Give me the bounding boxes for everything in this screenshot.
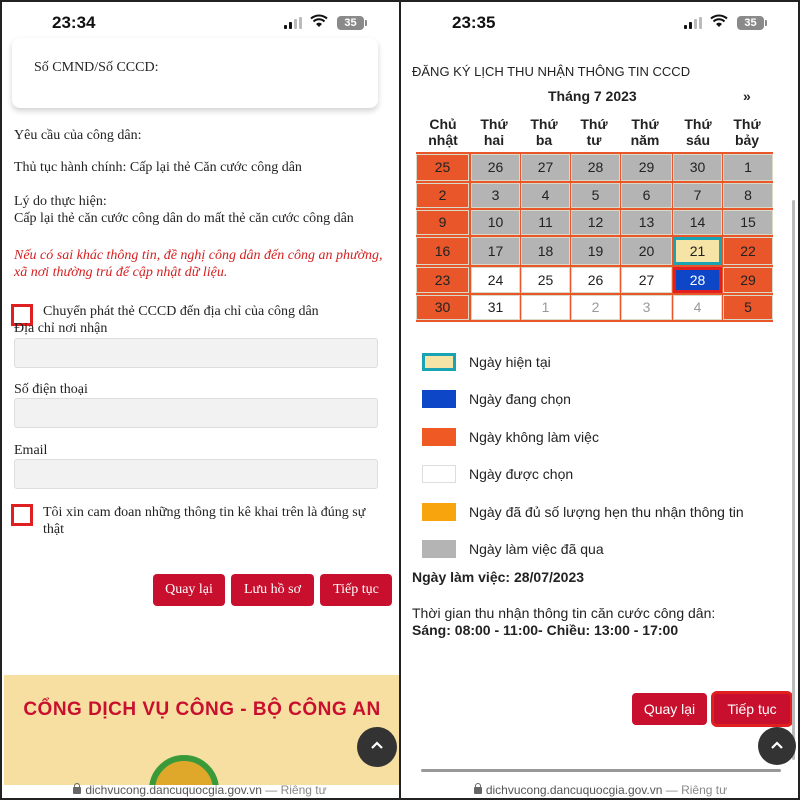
calendar-day-past: 15 (723, 210, 773, 235)
weekday-line: năm (630, 132, 660, 148)
weekday-label (625, 116, 665, 148)
calendar-grid (416, 152, 773, 322)
back-button[interactable]: Quay lại (153, 574, 225, 606)
calendar-day-off: 22 (723, 237, 773, 265)
calendar-day-past: 17 (471, 237, 520, 265)
police-emblem-logo (149, 755, 219, 785)
calendar-day-today[interactable]: 21 (673, 237, 722, 265)
private-label: — Riêng tư (665, 783, 728, 797)
weekday-line: Thứ (580, 116, 608, 132)
portal-footer (4, 675, 400, 785)
calendar-day-selected[interactable]: 28 (673, 267, 722, 293)
phone-label: Số điện thoại (14, 382, 88, 397)
calendar-day-off: 9 (416, 210, 469, 235)
status-time: 23:35 (452, 13, 496, 32)
calendar-day-off: 16 (416, 237, 469, 265)
weekday-line: Thứ (684, 116, 712, 132)
weekday-label (474, 116, 514, 148)
calendar-day-past: 5 (571, 183, 620, 208)
continue-button[interactable]: Tiếp tục (713, 693, 791, 725)
legend-label: Ngày đã đủ số lượng hẹn thu nhận thông tin (469, 504, 744, 520)
requests-label: Yêu cầu của công dân: (14, 128, 142, 143)
calendar-day-past: 14 (673, 210, 722, 235)
reason-label: Lý do thực hiện: (14, 194, 107, 209)
calendar-day-other: 3 (621, 295, 672, 320)
email-label: Email (14, 443, 48, 458)
reason-value: Cấp lại thẻ căn cước công dân do mất thẻ căn cước công dân (14, 211, 354, 226)
lock-icon (73, 787, 81, 794)
weekday-line: Thứ (733, 116, 761, 132)
weekday-label (423, 116, 463, 148)
calendar-day-past: 20 (621, 237, 672, 265)
calendar-day-past: 4 (521, 183, 570, 208)
calendar-day-past: 30 (673, 154, 722, 181)
browser-url-bar[interactable] (0, 783, 400, 800)
weekday-line: nhật (428, 132, 458, 148)
time-label: Thời gian thu nhận thông tin căn cước công dân: (412, 605, 716, 621)
calendar-day-off: 25 (416, 154, 469, 181)
url-text: dichvucong.dancuquocgia.gov.vn (485, 783, 663, 797)
calendar-day-off: 23 (416, 267, 469, 293)
wifi-icon (310, 14, 328, 28)
email-field[interactable] (14, 459, 378, 489)
weekday-label (727, 116, 767, 148)
commitment-line-2: thật (43, 522, 64, 537)
address-field[interactable] (14, 338, 378, 368)
right-phone-screen (401, 0, 800, 800)
wifi-icon (710, 14, 728, 28)
calendar-day-other: 2 (571, 295, 620, 320)
back-button[interactable]: Quay lại (632, 693, 707, 725)
weekday-label (678, 116, 718, 148)
warning-line-2: xã nơi thường trú để cập nhật dữ liệu. (14, 265, 228, 280)
warning-line-1: Nếu có sai khác thông tin, đề nghị công dân đến công an phường, (14, 248, 383, 263)
weekday-line: ba (535, 132, 553, 148)
cmnd-label: Số CMND/Số CCCD: (34, 60, 159, 75)
legend-swatch (422, 503, 456, 521)
legend-swatch (422, 428, 456, 446)
weekday-line: bảy (734, 132, 760, 148)
status-bar (401, 0, 800, 48)
legend-swatch (422, 465, 456, 483)
procedure-text: Thủ tục hành chính: Cấp lại thẻ Căn cước công dân (14, 160, 302, 175)
signal-icon (684, 17, 702, 29)
legend-label: Ngày được chọn (469, 466, 574, 482)
legend-swatch (422, 390, 456, 408)
commitment-label (43, 504, 365, 538)
chevron-up-icon (370, 740, 384, 750)
commitment-line-1: Tôi xin cam đoan những thông tin kê khai trên là đúng sự (43, 505, 366, 520)
calendar-day-past: 10 (471, 210, 520, 235)
scroll-to-top-button[interactable] (357, 727, 397, 767)
footer-title: CỔNG DỊCH VỤ CÔNG - BỘ CÔNG AN (23, 699, 381, 720)
calendar-day-past: 18 (521, 237, 570, 265)
vertical-scrollbar[interactable] (792, 200, 795, 760)
panel-divider (399, 0, 401, 800)
calendar-day-past: 6 (621, 183, 672, 208)
legend-label: Ngày đang chọn (469, 391, 571, 407)
schedule-title: ĐĂNG KÝ LỊCH THU NHẬN THÔNG TIN CCCD (412, 64, 691, 79)
calendar-day-off: 5 (723, 295, 773, 320)
battery-icon: 35 (337, 16, 364, 30)
legend-label: Ngày hiện tại (469, 354, 551, 370)
calendar-day-past: 29 (621, 154, 672, 181)
workday-label: Ngày làm việc: (412, 569, 511, 585)
calendar-day-open[interactable]: 24 (471, 267, 520, 293)
weekday-line: sáu (685, 132, 711, 148)
save-record-button[interactable]: Lưu hồ sơ (231, 574, 314, 606)
id-card-box (12, 38, 378, 108)
calendar-day-open[interactable]: 31 (471, 295, 520, 320)
time-value: Sáng: 08:00 - 11:00- Chiều: 13:00 - 17:00 (412, 622, 679, 638)
commitment-checkbox[interactable] (11, 504, 33, 526)
legend-label: Ngày làm việc đã qua (469, 541, 604, 557)
weekday-label (524, 116, 564, 148)
signal-icon (284, 17, 302, 29)
weekday-line: Thứ (631, 116, 659, 132)
browser-url-bar[interactable] (401, 783, 800, 800)
private-label: — Riêng tư (265, 783, 327, 797)
calendar-day-past: 7 (673, 183, 722, 208)
horizontal-scrollbar[interactable] (421, 769, 781, 772)
calendar-day-open[interactable]: 27 (621, 267, 672, 293)
workday-value: 28/07/2023 (513, 569, 585, 585)
weekday-label (574, 116, 614, 148)
legend-swatch (422, 540, 456, 558)
weekday-line: tư (586, 132, 602, 148)
calendar-day-past: 19 (571, 237, 620, 265)
warning-text (14, 247, 394, 281)
calendar-day-other: 4 (673, 295, 722, 320)
calendar-day-past: 13 (621, 210, 672, 235)
collection-time (412, 605, 715, 639)
workday-line (412, 569, 584, 585)
legend-label: Ngày không làm việc (469, 429, 599, 445)
delivery-checkbox-label: Chuyển phát thẻ CCCD đến địa chỉ của công dân (43, 304, 319, 319)
weekday-line: Thứ (530, 116, 558, 132)
calendar-day-past: 3 (471, 183, 520, 208)
weekday-line: hai (483, 132, 505, 148)
calendar-day-open[interactable]: 25 (521, 267, 570, 293)
calendar-day-past: 26 (471, 154, 520, 181)
calendar-day-off: 2 (416, 183, 469, 208)
battery-icon: 35 (737, 16, 764, 30)
legend-swatch (422, 353, 456, 371)
address-label: Địa chỉ nơi nhận (14, 321, 108, 336)
weekday-line: Thứ (480, 116, 508, 132)
status-time: 23:34 (52, 13, 96, 32)
lock-icon (474, 787, 482, 794)
calendar-day-off: 30 (416, 295, 469, 320)
calendar-day-past: 11 (521, 210, 570, 235)
chevron-up-icon (770, 740, 784, 750)
url-text: dichvucong.dancuquocgia.gov.vn (85, 783, 262, 797)
calendar-day-past: 1 (723, 154, 773, 181)
calendar-day-past: 12 (571, 210, 620, 235)
phone-field[interactable] (14, 398, 378, 428)
calendar-day-other: 1 (521, 295, 570, 320)
calendar-day-past: 28 (571, 154, 620, 181)
calendar-day-off: 29 (723, 267, 773, 293)
next-month-button[interactable]: » (743, 88, 751, 104)
weekday-line: Chủ (429, 116, 457, 132)
calendar-month: Tháng 7 2023 (548, 88, 637, 104)
calendar-day-past: 27 (521, 154, 570, 181)
continue-button[interactable]: Tiếp tục (320, 574, 392, 606)
scroll-to-top-button[interactable] (758, 727, 796, 765)
calendar-day-open[interactable]: 26 (571, 267, 620, 293)
calendar-day-past: 8 (723, 183, 773, 208)
